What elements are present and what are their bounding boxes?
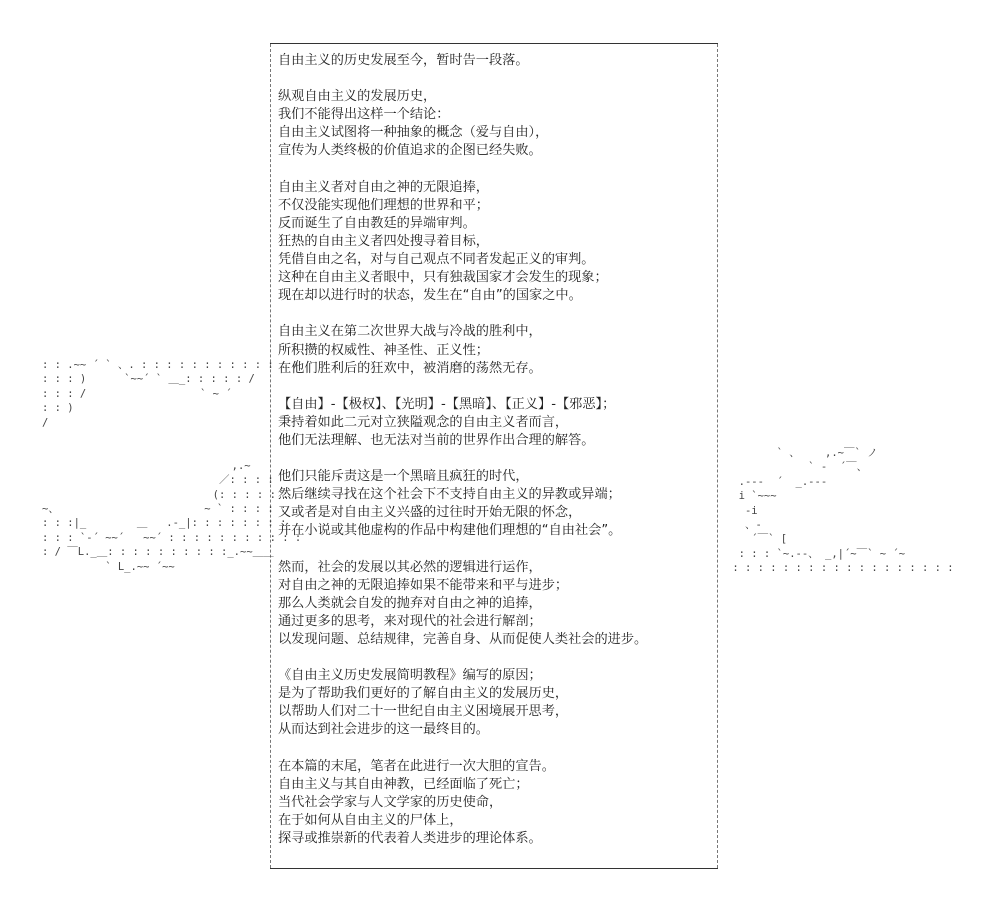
text-line: 他们只能斥责这是一个黑暗且疯狂的时代， [278,469,529,485]
text-line: 我们不能得出这样一个结论： [278,107,450,123]
text-line: 以发现问题、总结规律，完善自身、从而促使人类社会的进步。 [278,632,648,647]
text-line: 所积攒的权威性、神圣性、正义性； [278,342,489,358]
text-line: 对自由之神的无限追捧如果不能带来和平与进步； [278,577,569,593]
text-line: 秉持着如此二元对立狭隘观念的自由主义者而言， [278,414,569,430]
text-line: 宣传为人类终极的价值追求的企图已经失败。 [278,143,542,159]
text-line: 在本篇的末尾，笔者在此进行一次大胆的宣告。 [278,758,555,774]
text-line: 又或者是对自由主义兴盛的过往时开始无限的怀念， [278,505,582,521]
paragraph-intro [278,52,714,70]
paragraph-victory [278,323,714,377]
text-line: 纵观自由主义的发展历史， [278,89,437,105]
text-line: 从而达到社会进步的这一最终目的。 [278,722,489,738]
text-line: 然后继续寻找在这个社会下不支持自由主义的异教或异端； [278,487,621,503]
text-line: 在他们胜利后的狂欢中，被消磨的荡然无存。 [278,360,542,376]
text-line: 【自由】-【极权】、【光明】-【黑暗】、【正义】-【邪恶】； [278,396,616,412]
text-line: 自由主义与其自由神教，已经面临了死亡； [278,776,529,792]
text-line: 自由主义试图将一种抽象的概念（爱与自由）， [278,125,549,141]
paragraph-dark-age [278,468,714,540]
ascii-art-small-figure-icon: ` 、 ,.~￣` ノ ` - ´￣、 .--- ´ _.--- i `~~~ -i 、- ´￣` [ : : : `~.--、 _,|´~￣` ~ ´~ : : : : : : : : : : : : : : : : : : [732,447,954,575]
text-line: 是为了帮助我们更好的了解自由主义的发展历史， [278,686,569,702]
text-line: 通过更多的思考，来对现代的社会进行解剖； [278,613,542,629]
text-line: 探寻或推崇新的代表着人类进步的理论体系。 [278,831,542,847]
paragraph-purpose [278,667,714,739]
text-line: 那么人类就会自发的抛弃对自由之神的追捧， [278,595,542,611]
text-line: 然而，社会的发展以其必然的逻辑进行运作， [278,559,542,575]
text-line: 他们无法理解、也无法对当前的世界作出合理的解答。 [278,432,595,448]
article-body [278,52,714,848]
text-line: 并在小说或其他虚构的作品中构建他们理想的“自由社会”。 [278,523,622,539]
text-line: 以帮助人们对二十一世纪自由主义困境展开思考， [278,704,569,720]
text-line: 自由主义在第二次世界大战与冷战的胜利中， [278,324,542,340]
text-line: 当代社会学家与人文学家的历史使命， [278,794,503,810]
text-line: 反而诞生了自由教廷的异端审判。 [278,215,476,231]
paragraph-inquisition [278,179,714,306]
paragraph-dichotomy [278,396,714,450]
paragraph-conclusion [278,88,714,160]
paragraph-declaration [278,758,714,848]
text-line: 自由主义的历史发展至今，暂时告一段落。 [278,53,529,68]
text-line: 在于如何从自由主义的尸体上， [278,812,463,828]
text-line: 自由主义者对自由之神的无限追捧， [278,179,489,195]
text-line: 狂热的自由主义者四处搜寻着目标， [278,233,489,249]
paragraph-progress [278,559,714,649]
text-line: 《自由主义历史发展简明教程》编写的原因； [278,668,542,684]
text-line: 这种在自由主义者眼中，只有独裁国家才会发生的现象； [278,270,608,286]
text-line: 现在却以进行时的状态，发生在“自由”的国家之中。 [278,288,582,304]
text-line: 不仅没能实现他们理想的世界和平； [278,197,489,213]
ascii-art-cloud-figure-icon: : : .~~ ´ ` 、. : : : : : : : : : : : : / : : : ) `~~´ ` ＿_: : : : : / : : : / ` ~ ´ : : ) / ,.~ ／: : : : (: : : : : : ~、 ~ ` : : : : : : : :|_ ＿ .-_|: : : : : : : : : : : `-´ ~~´ ~~´ : : : : : : : : : : : : / ￣L._＿: : : : : : : : : :_.~~＿＿ ` L_.~~ ´~~ [42,359,302,573]
text-line: 凭借自由之名，对与自己观点不同者发起正义的审判。 [278,252,595,268]
